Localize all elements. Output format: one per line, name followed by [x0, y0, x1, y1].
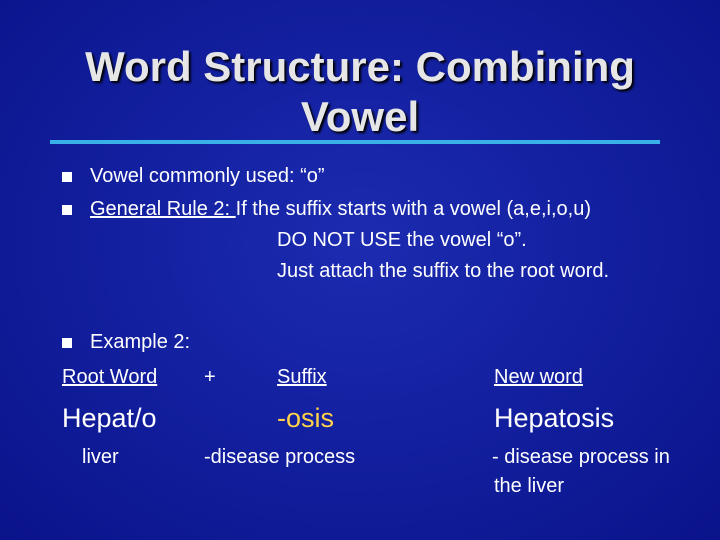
header-root-word: Root Word [62, 366, 158, 388]
header-suffix: Suffix [277, 366, 327, 388]
slide-title [0, 42, 720, 142]
title-line-1: Word Structure: Combining [85, 43, 635, 90]
bullet-vowel-commonly-used: Vowel commonly used: “o” [90, 165, 325, 187]
title-underline-rule [50, 140, 660, 144]
meaning-new-word-line-2: the liver [494, 475, 565, 497]
term-root: Hepat/o [62, 403, 157, 433]
general-rule-line-3: Just attach the suffix to the root word. [277, 260, 610, 282]
bullet-general-rule [90, 195, 591, 224]
general-rule-text: If the suffix starts with a vowel (a,e,i,o,u) [235, 198, 591, 220]
header-new-word: New word [494, 366, 583, 388]
example-label: Example 2: [90, 331, 191, 353]
meaning-suffix: -disease process [204, 446, 356, 468]
general-rule-line-2: DO NOT USE the vowel “o”. [277, 229, 527, 251]
header-plus-sign: + [204, 366, 216, 388]
title-line-2: Vowel [300, 93, 420, 140]
bullet-square-icon [62, 172, 72, 182]
bullet-square-icon [62, 205, 72, 215]
meaning-new-word-line-1: - disease process in [492, 446, 670, 468]
meaning-root: liver [82, 446, 119, 468]
term-suffix: -osis [277, 403, 335, 433]
general-rule-label: General Rule 2: [90, 198, 236, 220]
term-new-word: Hepatosis [494, 403, 615, 433]
bullet-square-icon [62, 338, 72, 348]
